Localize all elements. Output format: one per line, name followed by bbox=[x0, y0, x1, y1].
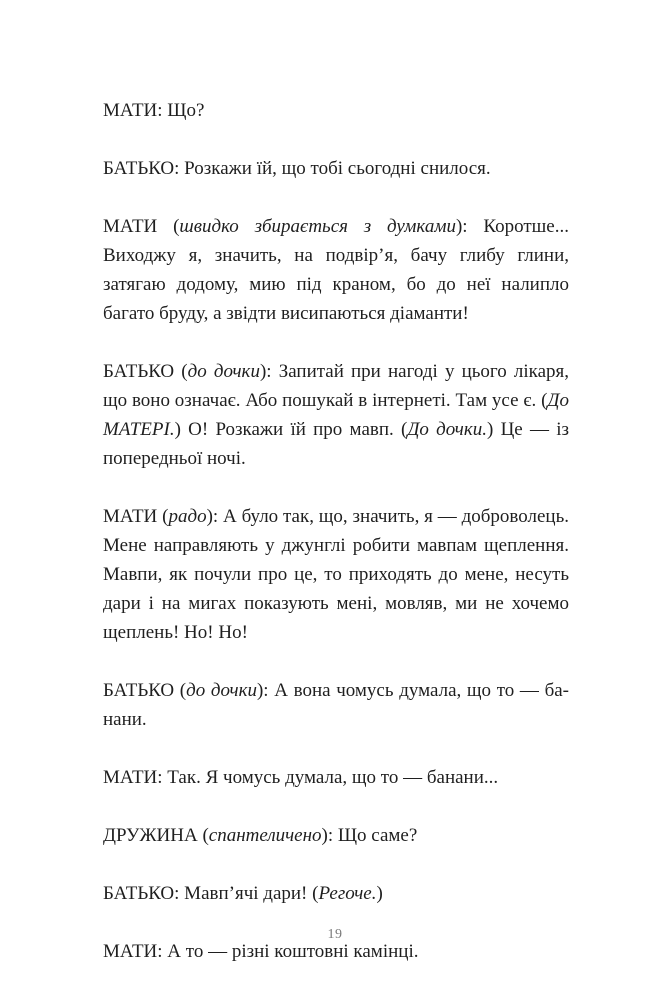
dialogue-text: ) О! Розкажи їй про мавп. ( bbox=[174, 419, 408, 440]
dialogue-text: БАТЬКО: Розкажи їй, що тобі сьогодні снилося. bbox=[103, 158, 491, 179]
stage-direction: спантеличено bbox=[208, 825, 322, 846]
dialogue-text: МАТИ: Так. Я чомусь думала, що то — банани... bbox=[103, 767, 499, 788]
dialogue-text: ДРУЖИНА ( bbox=[103, 825, 209, 846]
dialogue-paragraph bbox=[103, 96, 569, 125]
dialogue-paragraph bbox=[103, 357, 569, 473]
dialogue-text: БАТЬКО ( bbox=[103, 680, 187, 701]
stage-direction: до дочки bbox=[186, 680, 257, 701]
stage-direction: Регоче. bbox=[318, 883, 377, 904]
stage-direction: радо bbox=[168, 506, 207, 527]
dialogue-paragraph bbox=[103, 502, 569, 647]
dialogue-text: МАТИ: А то — різні коштовні камінці. bbox=[103, 941, 419, 962]
dialogue-text: ): Що саме? bbox=[321, 825, 418, 846]
play-text bbox=[103, 96, 569, 966]
stage-direction: До МАТЕРІ. bbox=[103, 390, 569, 440]
dialogue-paragraph bbox=[103, 154, 569, 183]
dialogue-paragraph bbox=[103, 821, 569, 850]
dialogue-text: ): Запитай при нагоді у цього лікаря, що воно означає. Або пошукай в інтернеті. Там усе є. ( bbox=[103, 361, 569, 411]
dialogue-text: МАТИ: Що? bbox=[103, 100, 205, 121]
dialogue-text: ): Коротше... Виходжу я, значить, на подвір’я, бачу глибу глини, затягаю додому, мию під краном, бо до неї налипло багато бруду, а звідти висипаються діаманти! bbox=[103, 216, 569, 324]
dialogue-text: ): А вона чомусь думала, що то — банани. bbox=[103, 680, 569, 730]
dialogue-text: МАТИ ( bbox=[103, 216, 180, 237]
dialogue-text: БАТЬКО ( bbox=[103, 361, 188, 382]
dialogue-text: ): А було так, що, значить, я — доброволець. Мене направляють у джунглі робити мавпам щеплення. Мавпи, як почули про це, то приходять до мене, несуть дари і на мигах показують мені, мовляв, ми не хочемо щеплень! Но! Но! bbox=[103, 506, 569, 643]
dialogue-text: БАТЬКО: Мавп’ячі дари! ( bbox=[103, 883, 319, 904]
dialogue-paragraph bbox=[103, 676, 569, 734]
page-number: 19 bbox=[327, 927, 343, 942]
stage-direction: До дочки. bbox=[407, 419, 487, 440]
dialogue-text: ) Це — із попередньої ночі. bbox=[103, 419, 569, 469]
stage-direction: швидко збирається з думками bbox=[179, 216, 456, 237]
dialogue-paragraph bbox=[103, 763, 569, 792]
dialogue-text: МАТИ ( bbox=[103, 506, 169, 527]
dialogue-paragraph bbox=[103, 879, 569, 908]
dialogue-text: ) bbox=[376, 883, 383, 904]
stage-direction: до дочки bbox=[187, 361, 260, 382]
dialogue-paragraph bbox=[103, 212, 569, 328]
